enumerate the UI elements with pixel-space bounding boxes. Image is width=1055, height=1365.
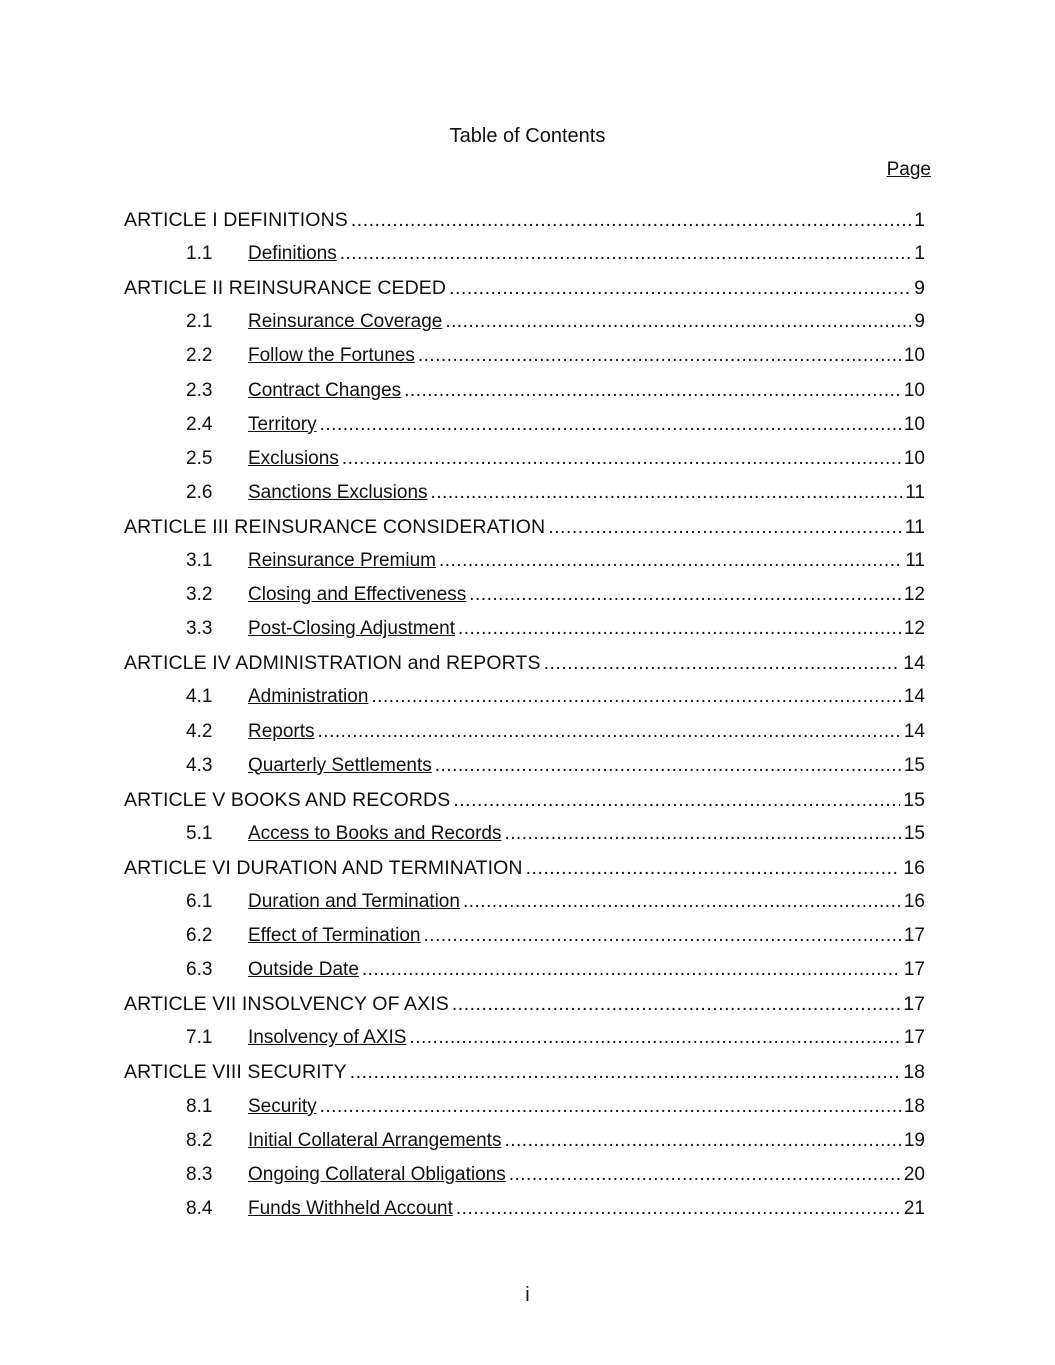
toc-section-entry[interactable] xyxy=(124,542,925,576)
page-number: 17 xyxy=(903,959,925,981)
section-number: 2.1 xyxy=(186,311,213,333)
toc-section-entry[interactable] xyxy=(124,747,925,781)
toc-section-entry[interactable] xyxy=(124,1019,925,1053)
dot-leader xyxy=(342,448,901,470)
page-number: 10 xyxy=(903,413,925,435)
page-number: 18 xyxy=(903,1061,925,1084)
section-number: 4.1 xyxy=(186,686,213,708)
toc-section-entry[interactable] xyxy=(124,917,925,951)
toc-article-entry[interactable] xyxy=(124,781,925,815)
dot-leader xyxy=(435,755,901,777)
dot-leader xyxy=(504,1130,900,1152)
page-number: 14 xyxy=(903,720,925,742)
page-number: 12 xyxy=(903,618,925,640)
section-title-link[interactable]: Outside Date xyxy=(248,959,359,981)
article-title[interactable]: ARTICLE III REINSURANCE CONSIDERATION xyxy=(124,515,546,538)
article-title[interactable]: ARTICLE I DEFINITIONS xyxy=(124,209,348,232)
dot-leader xyxy=(548,516,902,538)
page-number: 10 xyxy=(903,379,925,401)
dot-leader xyxy=(418,345,901,367)
dot-leader xyxy=(320,1096,901,1118)
toc-section-entry[interactable] xyxy=(124,440,925,474)
section-number: 4.2 xyxy=(186,720,213,742)
toc-section-entry[interactable] xyxy=(124,712,925,746)
dot-leader xyxy=(351,209,911,231)
section-number: 2.4 xyxy=(186,413,213,435)
page-number: 10 xyxy=(903,345,925,367)
page-number: 21 xyxy=(903,1197,925,1219)
page-number: 1 xyxy=(914,209,925,232)
page-number: 17 xyxy=(903,925,925,947)
section-title-link[interactable]: Exclusions xyxy=(248,447,339,469)
section-number: 3.1 xyxy=(186,550,213,572)
page-number: 14 xyxy=(903,652,925,675)
dot-leader xyxy=(362,959,901,981)
section-title-link[interactable]: Sanctions Exclusions xyxy=(248,481,428,503)
section-title-link[interactable]: Access to Books and Records xyxy=(248,822,502,844)
section-number: 6.1 xyxy=(186,890,213,912)
toc-article-entry[interactable] xyxy=(124,508,925,542)
section-number: 2.3 xyxy=(186,379,213,401)
section-number: 8.2 xyxy=(186,1129,213,1151)
toc-section-entry[interactable] xyxy=(124,303,925,337)
section-title-link[interactable]: Reinsurance Coverage xyxy=(248,311,443,333)
toc-section-entry[interactable] xyxy=(124,371,925,405)
toc-section-entry[interactable] xyxy=(124,883,925,917)
section-title-link[interactable]: Duration and Termination xyxy=(248,890,460,912)
page-number: 15 xyxy=(903,822,925,844)
toc-list xyxy=(124,201,925,1224)
page-number: 19 xyxy=(903,1129,925,1151)
toc-section-entry[interactable] xyxy=(124,1156,925,1190)
toc-article-entry[interactable] xyxy=(124,985,925,1019)
dot-leader xyxy=(404,380,901,402)
section-title-link[interactable]: Territory xyxy=(248,413,317,435)
toc-section-entry[interactable] xyxy=(124,1190,925,1224)
article-title[interactable]: ARTICLE IV ADMINISTRATION and REPORTS xyxy=(124,652,541,675)
article-title[interactable]: ARTICLE V BOOKS AND RECORDS xyxy=(124,788,451,811)
dot-leader xyxy=(320,414,901,436)
article-title[interactable]: ARTICLE II REINSURANCE CEDED xyxy=(124,277,447,300)
section-number: 5.1 xyxy=(186,822,213,844)
toc-section-entry[interactable] xyxy=(124,474,925,508)
dot-leader xyxy=(340,243,912,265)
page-number: 11 xyxy=(904,515,925,538)
page-number: 14 xyxy=(903,686,925,708)
section-title-link[interactable]: Reports xyxy=(248,720,315,742)
dot-leader xyxy=(431,482,903,504)
page-number: 15 xyxy=(903,788,925,811)
section-number: 2.6 xyxy=(186,481,213,503)
page-number: 1 xyxy=(914,243,925,265)
section-number: 7.1 xyxy=(186,1027,213,1049)
section-title-link[interactable]: Administration xyxy=(248,686,369,708)
section-number: 8.3 xyxy=(186,1163,213,1185)
dot-leader xyxy=(509,1164,901,1186)
section-number: 4.3 xyxy=(186,754,213,776)
section-number: 3.2 xyxy=(186,584,213,606)
footer-page-number: i xyxy=(525,1284,530,1306)
section-title-link[interactable]: Quarterly Settlements xyxy=(248,754,432,776)
section-title-link[interactable]: Initial Collateral Arrangements xyxy=(248,1129,502,1151)
page-number: 17 xyxy=(903,993,925,1016)
dot-leader xyxy=(371,686,900,708)
page-number: 9 xyxy=(914,277,925,300)
page-number: 18 xyxy=(903,1095,925,1117)
page-number: 20 xyxy=(903,1163,925,1185)
section-number: 3.3 xyxy=(186,618,213,640)
toc-article-entry[interactable] xyxy=(124,849,925,883)
section-title-link[interactable]: Reinsurance Premium xyxy=(248,550,436,572)
toc-section-entry[interactable] xyxy=(124,406,925,440)
dot-leader xyxy=(463,891,901,913)
section-title-link[interactable]: Ongoing Collateral Obligations xyxy=(248,1163,506,1185)
section-number: 8.4 xyxy=(186,1197,213,1219)
section-title-link[interactable]: Funds Withheld Account xyxy=(248,1197,453,1219)
page-number: 17 xyxy=(903,1027,925,1049)
section-title-link[interactable]: Security xyxy=(248,1095,317,1117)
dot-leader xyxy=(456,1198,901,1220)
dot-leader xyxy=(350,1061,901,1083)
section-number: 2.5 xyxy=(186,447,213,469)
page-number: 10 xyxy=(903,447,925,469)
dot-leader xyxy=(544,652,901,674)
page-number: 15 xyxy=(903,754,925,776)
dot-leader xyxy=(458,618,901,640)
dot-leader xyxy=(439,550,902,572)
section-number: 6.3 xyxy=(186,959,213,981)
page-number: 11 xyxy=(905,481,925,503)
section-number: 6.2 xyxy=(186,925,213,947)
dot-leader xyxy=(504,823,900,845)
toc-section-entry[interactable] xyxy=(124,576,925,610)
dot-leader xyxy=(449,277,911,299)
dot-leader xyxy=(526,857,901,879)
dot-leader xyxy=(318,721,901,743)
page-number: 16 xyxy=(903,890,925,912)
section-title-link[interactable]: Post-Closing Adjustment xyxy=(248,618,455,640)
toc-section-entry[interactable] xyxy=(124,815,925,849)
section-title-link[interactable]: Insolvency of AXIS xyxy=(248,1027,407,1049)
dot-leader xyxy=(452,993,900,1015)
toc-section-entry[interactable] xyxy=(124,337,925,371)
section-number: 2.2 xyxy=(186,345,213,367)
section-title-link[interactable]: Definitions xyxy=(248,243,337,265)
section-number: 1.1 xyxy=(186,243,213,265)
page-column-label: Page xyxy=(886,159,931,180)
toc-article-entry[interactable] xyxy=(124,1053,925,1087)
toc-section-entry[interactable] xyxy=(124,951,925,985)
dot-leader xyxy=(424,925,901,947)
article-title[interactable]: ARTICLE VI DURATION AND TERMINATION xyxy=(124,856,523,879)
page-number: 12 xyxy=(903,584,925,606)
section-title-link[interactable]: Closing and Effectiveness xyxy=(248,584,467,606)
section-title-link[interactable]: Effect of Termination xyxy=(248,925,421,947)
article-title[interactable]: ARTICLE VIII SECURITY xyxy=(124,1061,347,1084)
toc-article-entry[interactable] xyxy=(124,201,925,235)
toc-section-entry[interactable] xyxy=(124,610,925,644)
section-title-link[interactable]: Contract Changes xyxy=(248,379,402,401)
section-title-link[interactable]: Follow the Fortunes xyxy=(248,345,415,367)
dot-leader xyxy=(453,789,900,811)
page-number: 9 xyxy=(914,311,925,333)
toc-section-entry[interactable] xyxy=(124,1122,925,1156)
dot-leader xyxy=(445,311,911,333)
section-number: 8.1 xyxy=(186,1095,213,1117)
dot-leader xyxy=(409,1027,900,1049)
article-title[interactable]: ARTICLE VII INSOLVENCY OF AXIS xyxy=(124,993,449,1016)
toc-section-entry[interactable] xyxy=(124,235,925,269)
toc-section-entry[interactable] xyxy=(124,678,925,712)
toc-section-entry[interactable] xyxy=(124,1087,925,1121)
toc-article-entry[interactable] xyxy=(124,269,925,303)
toc-title: Table of Contents xyxy=(449,125,606,147)
dot-leader xyxy=(469,584,901,606)
toc-article-entry[interactable] xyxy=(124,644,925,678)
page-number: 11 xyxy=(905,550,925,572)
page-number: 16 xyxy=(903,856,925,879)
